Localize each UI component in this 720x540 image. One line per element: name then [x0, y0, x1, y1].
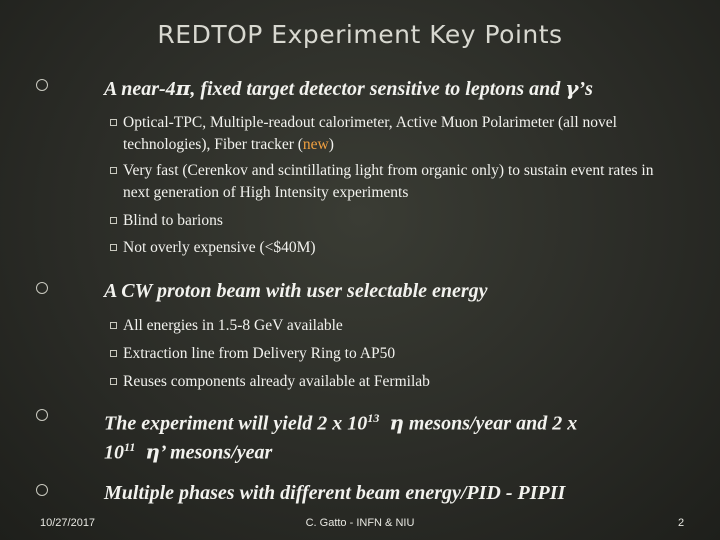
square-bullet-icon [110, 167, 117, 174]
bullet-text [104, 77, 664, 101]
eta-symbol: η [145, 439, 160, 464]
text-part: A near-4 [104, 78, 176, 100]
square-bullet-icon [110, 322, 117, 329]
square-bullet-icon [110, 244, 117, 251]
circle-bullet-icon [36, 484, 48, 496]
slide-title: REDTOP Experiment Key Points [157, 20, 563, 49]
bullet-text [104, 407, 664, 464]
sub-bullet-text [123, 112, 668, 156]
sub-bullet-text: Very fast (Cerenkov and scintillating light from organic only) to sustain event rates in next generation of High Intensity experiments [123, 162, 654, 201]
sub-bullet-text: Reuses components already available at Fermilab [123, 373, 430, 390]
eta-symbol: η [389, 410, 404, 435]
circle-bullet-icon [36, 409, 48, 421]
sub-bullet-text: Not overly expensive (<$40M) [123, 239, 316, 256]
text-part: 10 [104, 441, 124, 464]
text-part: ’s [578, 78, 593, 100]
sub-bullet-text: Blind to barions [123, 212, 223, 229]
bullet-text: A CW proton beam with user selectable energy [104, 280, 488, 302]
text-part: ) [328, 136, 334, 153]
new-highlight: new [302, 136, 329, 153]
circle-bullet-icon [36, 282, 48, 294]
text-part: mesons/year and 2 x [403, 412, 578, 435]
pi-symbol: π [175, 76, 191, 100]
bullet-text: Multiple phases with different beam energy/PID - PIPII [104, 482, 566, 504]
sub-bullet-text: All energies in 1.5-8 GeV available [123, 317, 343, 334]
exponent: 11 [124, 439, 136, 454]
text-part: The experiment will yield 2 x 10 [104, 412, 368, 435]
text-part: ’ mesons/year [159, 441, 273, 464]
text-part: Optical-TPC, Multiple-readout calorimeter, Active Muon Polarimeter (all novel technologies), Fiber tracker ( [123, 114, 617, 153]
footer-author: C. Gatto - INFN & NIU [305, 517, 415, 529]
circle-bullet-icon [36, 79, 48, 91]
square-bullet-icon [110, 119, 117, 126]
gamma-symbol: γ [565, 76, 579, 100]
footer-date: 10/27/2017 [40, 517, 96, 529]
text-part: , fixed target detector sensitive to leptons and [190, 78, 566, 100]
sub-bullet-text: Extraction line from Delivery Ring to AP50 [123, 345, 396, 362]
exponent: 13 [367, 411, 380, 425]
footer-page-number: 2 [678, 517, 685, 529]
square-bullet-icon [110, 217, 117, 224]
square-bullet-icon [110, 350, 117, 357]
square-bullet-icon [110, 378, 117, 385]
